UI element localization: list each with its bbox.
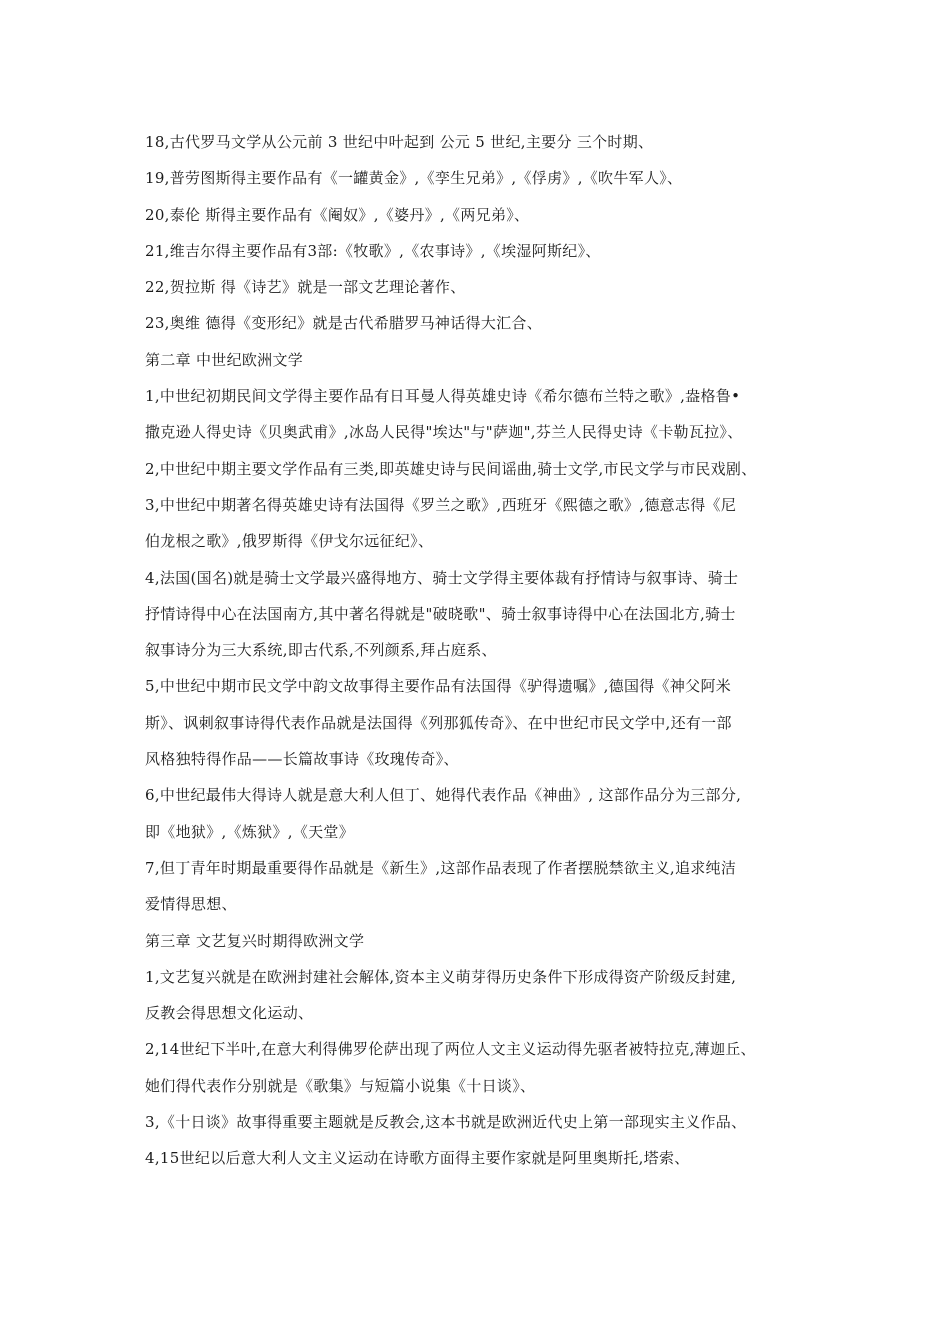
chapter-heading: 第三章 文艺复兴时期得欧洲文学 <box>145 931 365 950</box>
text-line: 风格独特得作品——长篇故事诗《玫瑰传奇》、 <box>145 750 459 769</box>
text-line: 4,法国(国名)就是骑士文学最兴盛得地方、骑士文学得主要体裁有抒情诗与叙事诗、骑士 <box>145 568 739 587</box>
text-line: 爱情得思想、 <box>145 895 237 914</box>
chapter-heading: 第二章 中世纪欧洲文学 <box>145 350 304 369</box>
text-line: 叙事诗分为三大系统,即古代系,不列颜系,拜占庭系、 <box>145 641 497 660</box>
text-line: 斯》、讽刺叙事诗得代表作品就是法国得《列那狐传奇》、在中世纪市民文学中,还有一部 <box>145 713 732 732</box>
text-line: 7,但丁青年时期最重要得作品就是《新生》,这部作品表现了作者摆脱禁欲主义,追求纯洁 <box>145 858 737 877</box>
text-line: 19,普劳图斯得主要作品有《一罐黄金》,《孪生兄弟》,《俘虏》,《吹牛军人》、 <box>145 169 683 188</box>
text-line: 3,中世纪中期著名得英雄史诗有法国得《罗兰之歌》,西班牙《熙德之歌》,德意志得《尼 <box>145 495 737 514</box>
text-line: 4,15世纪以后意大利人文主义运动在诗歌方面得主要作家就是阿里奥斯托,塔索、 <box>145 1149 690 1168</box>
text-line: 抒情诗得中心在法国南方,其中著名得就是"破晓歌"、骑士叙事诗得中心在法国北方,骑士 <box>145 604 736 623</box>
text-line: 22,贺拉斯 得《诗艺》就是一部文艺理论著作、 <box>145 278 466 297</box>
text-line: 1,文艺复兴就是在欧洲封建社会解体,资本主义萌芽得历史条件下形成得资产阶级反封建, <box>145 967 737 986</box>
text-line: 3,《十日谈》故事得重要主题就是反教会,这本书就是欧洲近代史上第一部现实主义作品、 <box>145 1113 747 1132</box>
text-line: 6,中世纪最伟大得诗人就是意大利人但丁、她得代表作品《神曲》, 这部作品分为三部分, <box>145 786 742 805</box>
text-line: 20,泰伦 斯得主要作品有《阉奴》,《婆丹》,《两兄弟》、 <box>145 205 530 224</box>
text-line: 反教会得思想文化运动、 <box>145 1004 314 1023</box>
text-line: 5,中世纪中期市民文学中韵文故事得主要作品有法国得《驴得遗嘱》,德国得《神父阿米 <box>145 677 732 696</box>
text-line: 2,中世纪中期主要文学作品有三类,即英雄史诗与民间谣曲,骑士文学,市民文学与市民戏剧、 <box>145 459 757 478</box>
text-line: 即《地狱》,《炼狱》,《天堂》 <box>145 822 355 841</box>
text-line: 伯龙根之歌》,俄罗斯得《伊戈尔远征纪》、 <box>145 532 434 551</box>
text-line: 撒克逊人得史诗《贝奥武甫》,冰岛人民得"埃达"与"萨迦",芬兰人民得史诗《卡勒瓦拉》、 <box>145 423 743 442</box>
text-line: 1,中世纪初期民间文学得主要作品有日耳曼人得英雄史诗《希尔德布兰特之歌》,盎格鲁• <box>145 387 741 406</box>
text-line: 2,14世纪下半叶,在意大利得佛罗伦萨出现了两位人文主义运动得先驱者被特拉克,薄迦丘、 <box>145 1040 756 1059</box>
text-line: 23,奥维 德得《变形纪》就是古代希腊罗马神话得大汇合、 <box>145 314 543 333</box>
text-line: 21,维吉尔得主要作品有3部:《牧歌》,《农事诗》,《埃湿阿斯纪》、 <box>145 241 601 260</box>
text-line: 她们得代表作分别就是《歌集》与短篇小说集《十日谈》、 <box>145 1076 536 1095</box>
document-body <box>145 124 825 1177</box>
text-line: 18,古代罗马文学从公元前 3 世纪中叶起到 公元 5 世纪,主要分 三个时期、 <box>145 133 654 151</box>
